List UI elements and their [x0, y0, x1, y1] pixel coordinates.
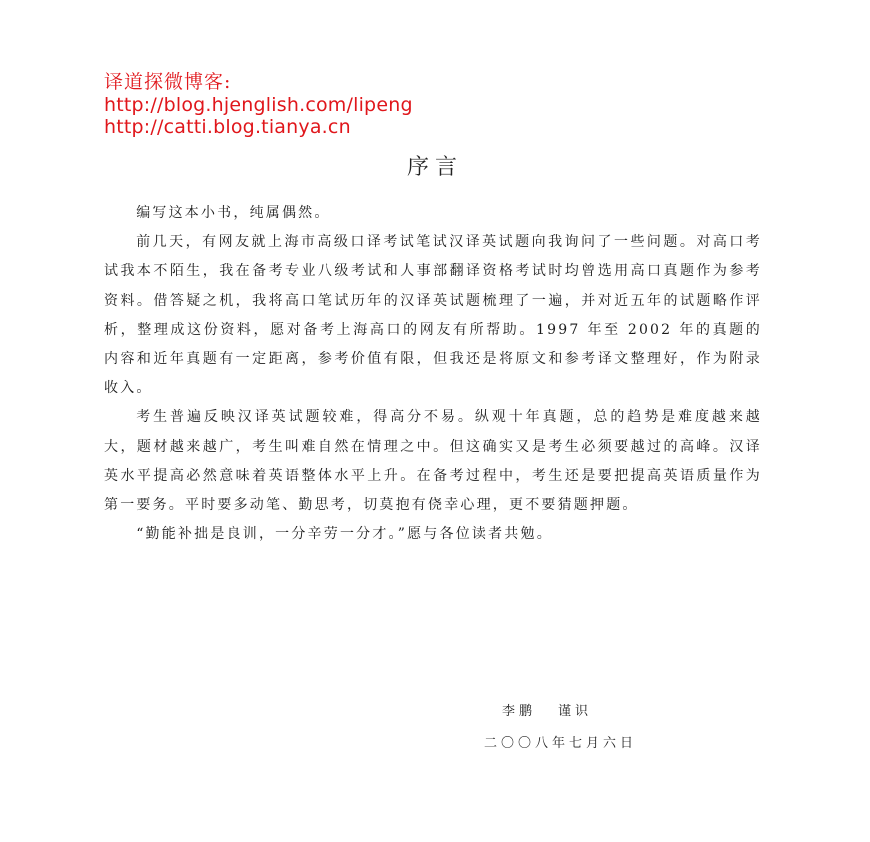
signature-date: 二〇〇八年七月六日 — [484, 736, 638, 751]
page-title: 序言 — [406, 155, 463, 180]
paragraph: “勤能补拙是良训，一分辛劳一分才。”愿与各位读者共勉。 — [136, 526, 553, 543]
signature-label: 谨识 — [558, 704, 593, 719]
paragraph: 前几天，有网友就上海市高级口译考试笔试汉译英试题向我询问了一些问题。对高口考试我本不陌生，我在备考专业八级考试和人事部翻译资格考试时均曾选用高口真题作为参考资料。借答疑之机，我将高口笔试历年的汉译英试题梳理了一遍，并对近五年的试题略作评析，整理成这份资料，愿对备考上海高口的网友有所帮助。1997 年至 2002 年的真题的内容和近年真题有一定距离，参考价值有限，但我还是将原文和参考译文整理好，作为附录收入。 — [104, 234, 762, 397]
paragraph: 考生普遍反映汉译英试题较难，得高分不易。纵观十年真题，总的趋势是难度越来越大，题材越来越广，考生叫难自然在情理之中。但这确实又是考生必须要越过的高峰。汉译英水平提高必然意味着英语整体水平上升。在备考过程中，考生还是要把提高英语质量作为第一要务。平时要多动笔、勤思考，切莫抱有侥幸心理，更不要猜题押题。 — [104, 409, 762, 514]
author-name: 李鹏 — [502, 704, 537, 719]
signature — [502, 700, 592, 719]
blog-url-tianya[interactable]: http://catti.blog.tianya.cn — [104, 116, 351, 138]
blog-header — [104, 70, 413, 138]
preface-body — [104, 199, 762, 549]
paragraph: 编写这本小书，纯属偶然。 — [136, 205, 331, 221]
blog-url-hjenglish[interactable]: http://blog.hjenglish.com/lipeng — [104, 94, 413, 116]
blog-title: 译道探微博客: — [104, 71, 232, 93]
